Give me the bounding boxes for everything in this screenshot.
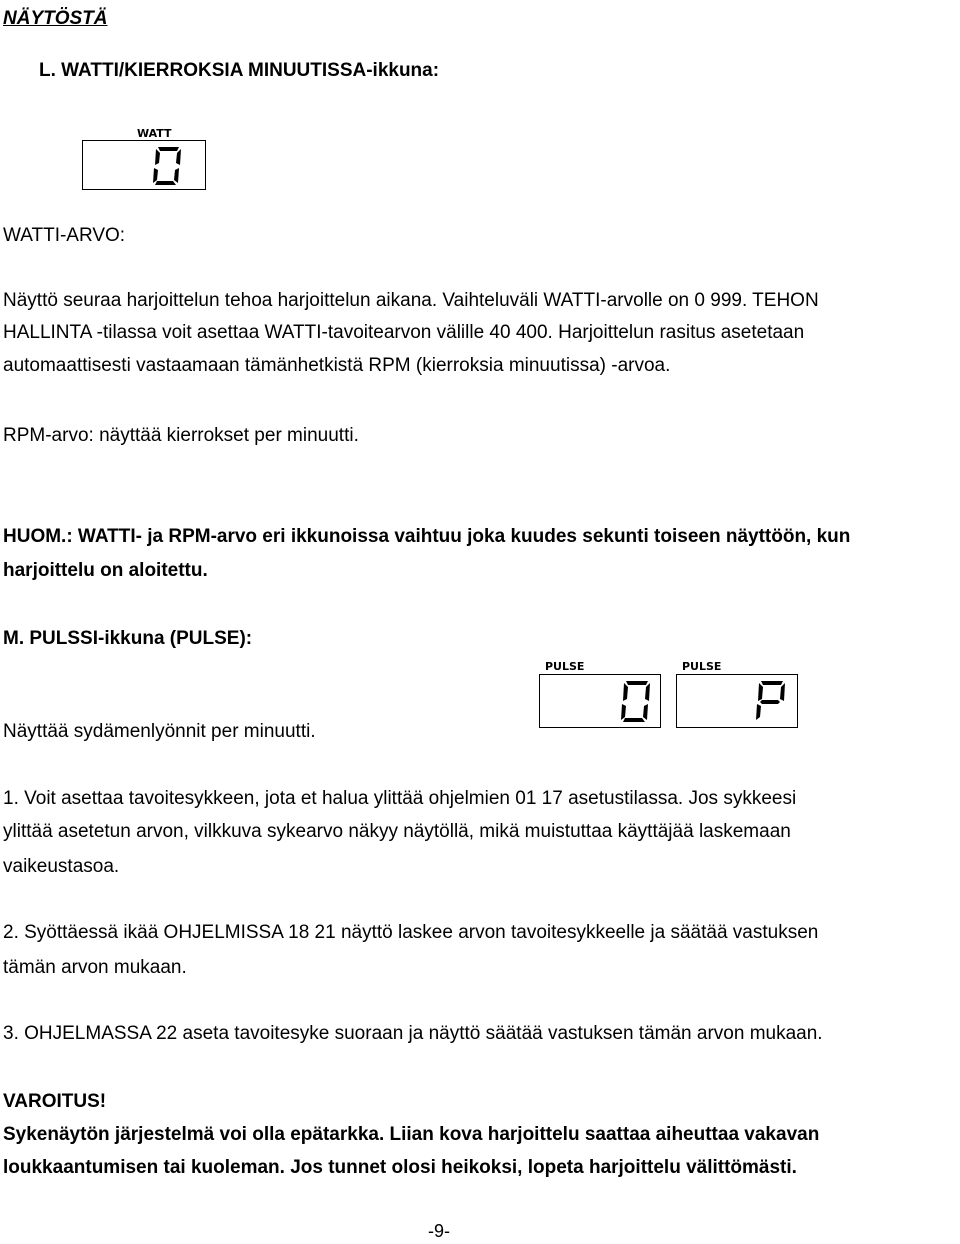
warning-title: VAROITUS! bbox=[3, 1091, 107, 1112]
item-1-line-2: ylittää asetetun arvon, vilkkuva sykearvo näkyy näytöllä, mikä muistuttaa käyttäjää laskemaan bbox=[3, 821, 791, 842]
watt-display-screen bbox=[82, 140, 206, 190]
seven-segment-digit-zero-icon bbox=[83, 141, 207, 191]
watti-paragraph-line-3: automaattisesti vastaamaan tämänhetkistä RPM (kierroksia minuutissa) -arvoa. bbox=[3, 355, 671, 376]
pulse-display-label: PULSE bbox=[682, 660, 722, 673]
note-line-1: HUOM.: WATTI- ja RPM-arvo eri ikkunoissa vaihtuu joka kuudes sekunti toiseen näyttöön, kun bbox=[3, 526, 851, 547]
watt-display bbox=[82, 128, 206, 190]
pulse-display-screen bbox=[676, 674, 798, 728]
section-l-title: L. WATTI/KIERROKSIA MINUUTISSA-ikkuna: bbox=[39, 60, 440, 81]
pulse-display-label: PULSE bbox=[545, 660, 585, 673]
watti-paragraph-line-1: Näyttö seuraa harjoittelun tehoa harjoittelun aikana. Vaihteluväli WATTI-arvolle on 0 999. TEHON bbox=[3, 290, 819, 311]
item-1-line-3: vaikeustasoa. bbox=[3, 856, 120, 877]
watti-arvo-label: WATTI-ARVO: bbox=[3, 225, 126, 246]
section-m-title: M. PULSSI-ikkuna (PULSE): bbox=[3, 628, 253, 649]
page-heading: NÄYTÖSTÄ bbox=[3, 8, 108, 29]
pulse-display-p bbox=[676, 660, 798, 728]
page-number: -9- bbox=[428, 1221, 450, 1241]
item-3-line-1: 3. OHJELMASSA 22 aseta tavoitesyke suoraan ja näyttö säätää vastuksen tämän arvon mukaan. bbox=[3, 1023, 823, 1044]
item-2-line-2: tämän arvon mukaan. bbox=[3, 957, 187, 978]
pulse-description: Näyttää sydämenlyönnit per minuutti. bbox=[3, 721, 316, 742]
seven-segment-digit-zero-icon bbox=[540, 675, 662, 729]
note-line-2: harjoittelu on aloitettu. bbox=[3, 560, 208, 581]
rpm-description: RPM-arvo: näyttää kierrokset per minuutti. bbox=[3, 425, 359, 446]
pulse-display-zero bbox=[539, 660, 661, 728]
seven-segment-letter-p-icon bbox=[677, 675, 799, 729]
watti-paragraph-line-2: HALLINTA -tilassa voit asettaa WATTI-tavoitearvon välille 40 400. Harjoittelun rasitus asetetaan bbox=[3, 322, 805, 343]
warning-line-2: loukkaantumisen tai kuoleman. Jos tunnet olosi heikoksi, lopeta harjoittelu välittömästi. bbox=[3, 1157, 797, 1178]
item-2-line-1: 2. Syöttäessä ikää OHJELMISSA 18 21 näyttö laskee arvon tavoitesykkeelle ja säätää vastuksen bbox=[3, 922, 819, 943]
watt-display-label: WATT bbox=[137, 127, 172, 140]
pulse-display-screen bbox=[539, 674, 661, 728]
warning-line-1: Sykenäytön järjestelmä voi olla epätarkka. Liian kova harjoittelu saattaa aiheuttaa vakavan bbox=[3, 1124, 820, 1145]
item-1-line-1: 1. Voit asettaa tavoitesykkeen, jota et halua ylittää ohjelmien 01 17 asetustilassa. Jos sykkeesi bbox=[3, 788, 797, 809]
